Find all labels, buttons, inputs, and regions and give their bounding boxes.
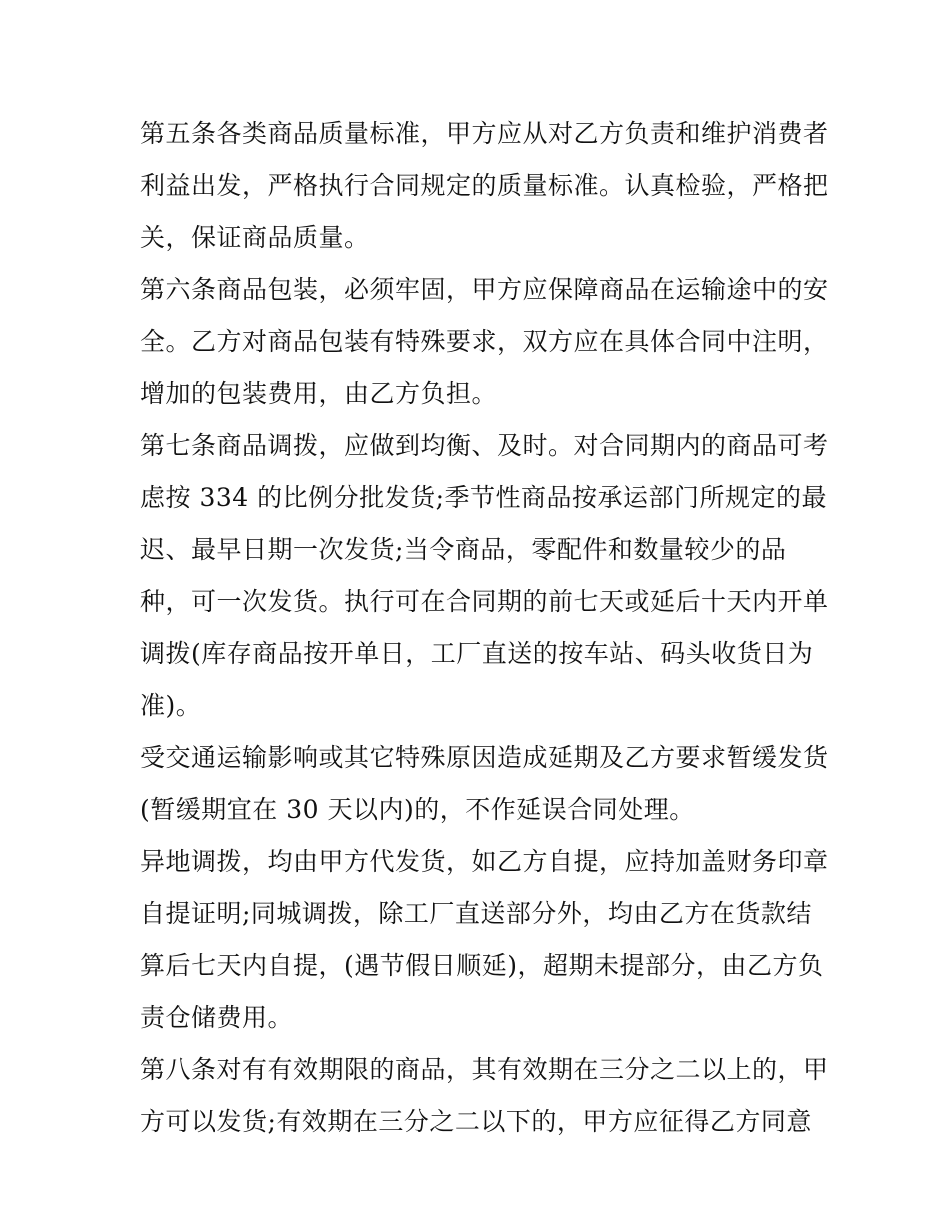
text-line: 调拨(库存商品按开单日，工厂直送的按车站、码头收货日为 [140,639,814,668]
text-line: 种，可一次发货。执行可在合同期的前七天或延后十天内开单 [140,587,829,616]
text-line: 第八条对有有效期限的商品，其有效期在三分之二以上的，甲 [140,1055,829,1084]
text-line: 关，保证商品质量。 [140,223,370,252]
paragraph-delay-clause [140,732,829,836]
text-line: 受交通运输影响或其它特殊原因造成延期及乙方要求暂缓发货 [140,743,829,772]
text-line: 全。乙方对商品包装有特殊要求，双方应在具体合同中注明， [140,327,829,356]
text-line: 第五条各类商品质量标准，甲方应从对乙方负责和维护消费者 [140,119,829,148]
text-line: (暂缓期宜在 30 天以内)的，不作延误合同处理。 [140,795,695,824]
document-body [140,108,829,1148]
text-line: 方可以发货;有效期在三分之二以下的，甲方应征得乙方同意 [140,1107,812,1136]
paragraph-article-7 [140,420,829,732]
text-line: 增加的包装费用，由乙方负担。 [140,379,498,408]
text-line: 虑按 334 的比例分批发货;季节性商品按承运部门所规定的最 [140,483,828,512]
text-line: 算后七天内自提，(遇节假日顺延)，超期未提部分，由乙方负 [140,951,824,980]
paragraph-transfer-clause [140,836,829,1044]
text-line: 准)。 [140,691,202,720]
text-line: 利益出发，严格执行合同规定的质量标准。认真检验，严格把 [140,171,829,200]
text-line: 第六条商品包装，必须牢固，甲方应保障商品在运输途中的安 [140,275,829,304]
text-line: 异地调拨，均由甲方代发货，如乙方自提，应持加盖财务印章 [140,847,829,876]
text-line: 自提证明;同城调拨，除工厂直送部分外，均由乙方在货款结 [140,899,812,928]
text-line: 责仓储费用。 [140,1003,294,1032]
paragraph-article-5 [140,108,829,264]
text-line: 迟、最早日期一次发货;当令商品，零配件和数量较少的品 [140,535,787,564]
text-line: 第七条商品调拨，应做到均衡、及时。对合同期内的商品可考 [140,431,829,460]
paragraph-article-8 [140,1044,829,1148]
paragraph-article-6 [140,264,829,420]
